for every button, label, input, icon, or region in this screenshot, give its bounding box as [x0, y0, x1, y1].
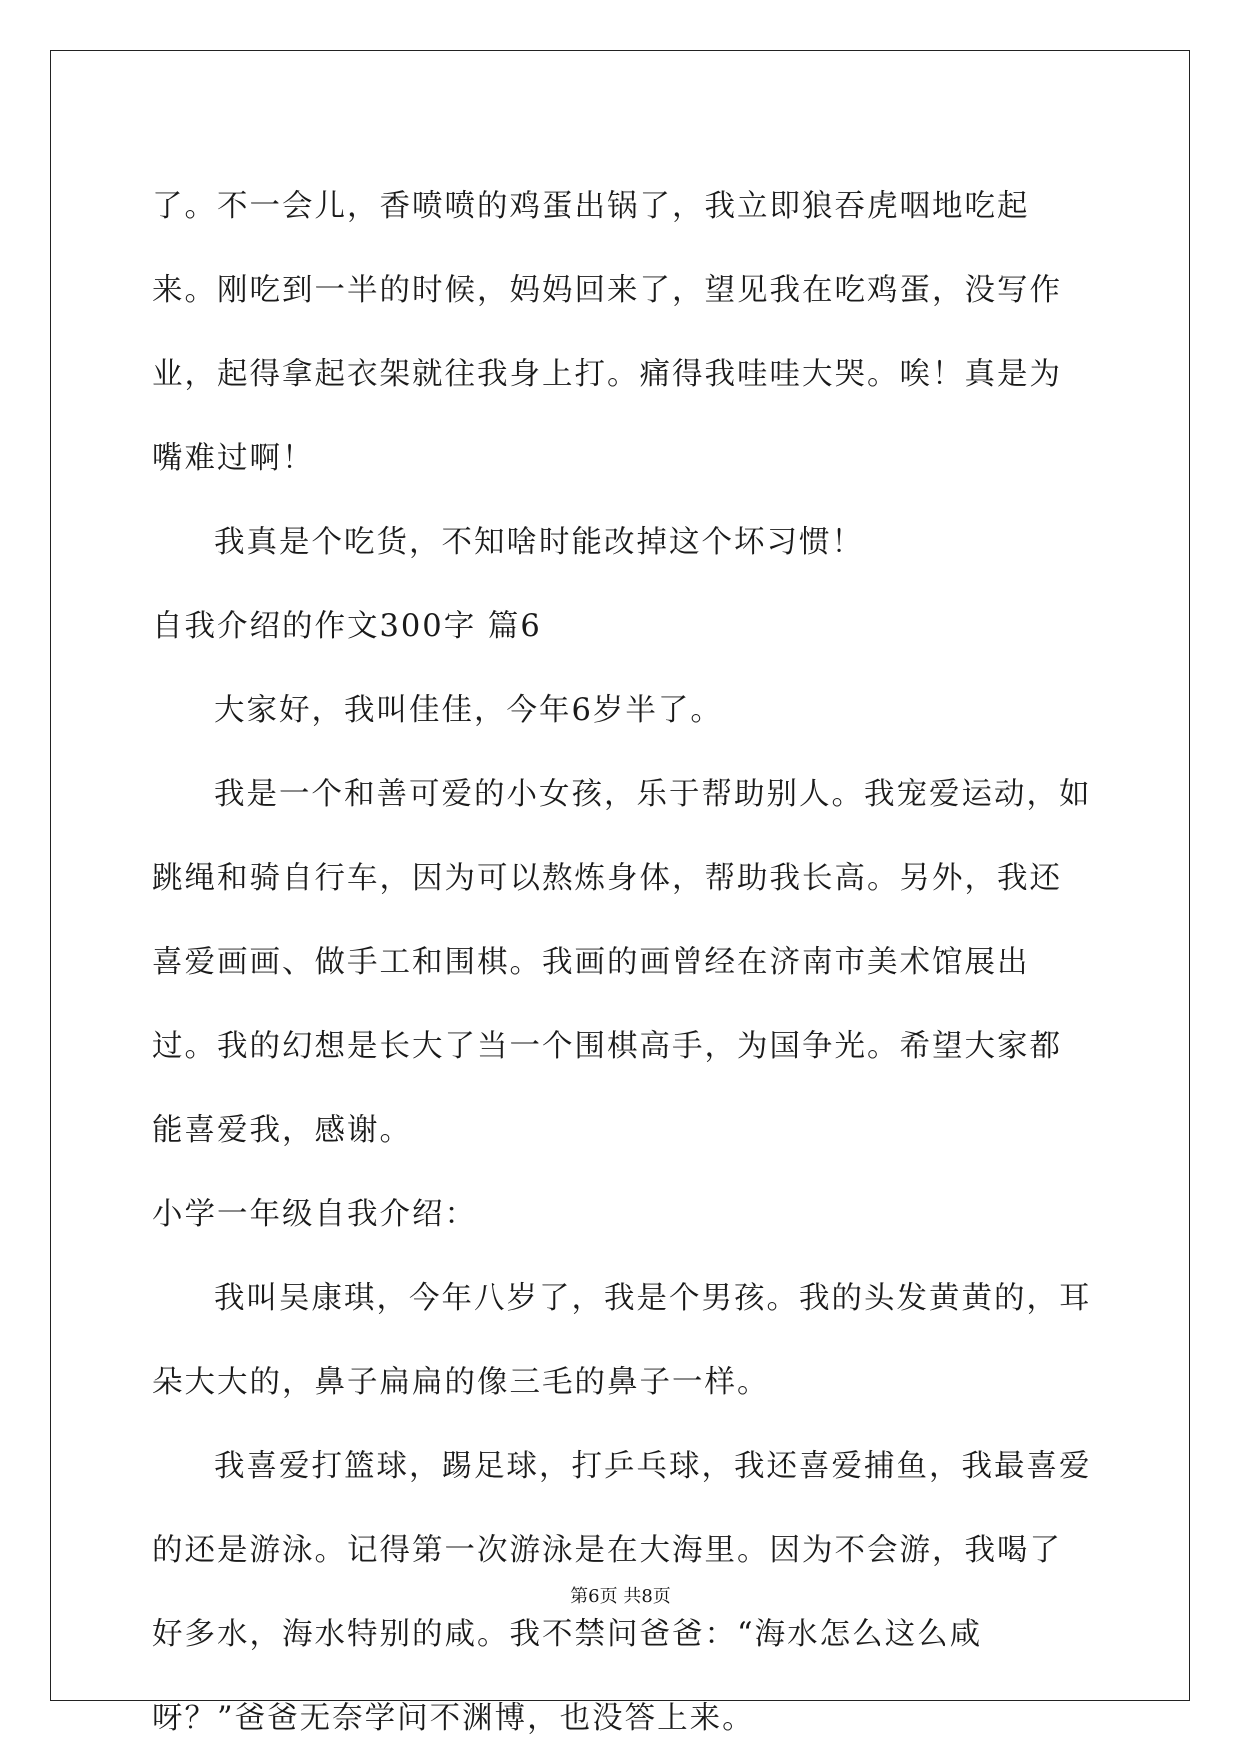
- page-footer: 第6页 共8页: [570, 1586, 671, 1607]
- section-heading: 自我介绍的作文300字 篇6: [152, 609, 542, 644]
- paragraph-2: 我真是个吃货，不知啥时能改掉这个坏习惯！: [214, 525, 864, 560]
- document-body: [152, 165, 1092, 1761]
- subheading: 小学一年级自我介绍：: [152, 1197, 477, 1232]
- paragraph-6: 我喜爱打篮球，踢足球，打乒乓球，我还喜爱捕鱼，我最喜爱的还是游泳。记得第一次游泳是在大海里。因为不会游，我喝了好多水，海水特别的咸。我不禁问爸爸：“海水怎么这么咸呀？”爸爸无奈学问不渊博，也没答上来。: [152, 1449, 1092, 1736]
- paragraph-4: 我是一个和善可爱的小女孩，乐于帮助别人。我宠爱运动，如跳绳和骑自行车，因为可以熬炼身体，帮助我长高。另外，我还喜爱画画、做手工和围棋。我画的画曾经在济南市美术馆展出过。我的幻想是长大了当一个围棋高手，为国争光。希望大家都能喜爱我，感谢。: [152, 777, 1092, 1148]
- paragraph-5: 我叫吴康琪，今年八岁了，我是个男孩。我的头发黄黄的，耳朵大大的，鼻子扁扁的像三毛的鼻子一样。: [152, 1281, 1092, 1400]
- paragraph-3: 大家好，我叫佳佳，今年6岁半了。: [214, 693, 723, 728]
- paragraph-1: 了。不一会儿，香喷喷的鸡蛋出锅了，我立即狼吞虎咽地吃起来。刚吃到一半的时候，妈妈回来了，望见我在吃鸡蛋，没写作业，起得拿起衣架就往我身上打。痛得我哇哇大哭。唉！真是为嘴难过啊！: [152, 189, 1062, 476]
